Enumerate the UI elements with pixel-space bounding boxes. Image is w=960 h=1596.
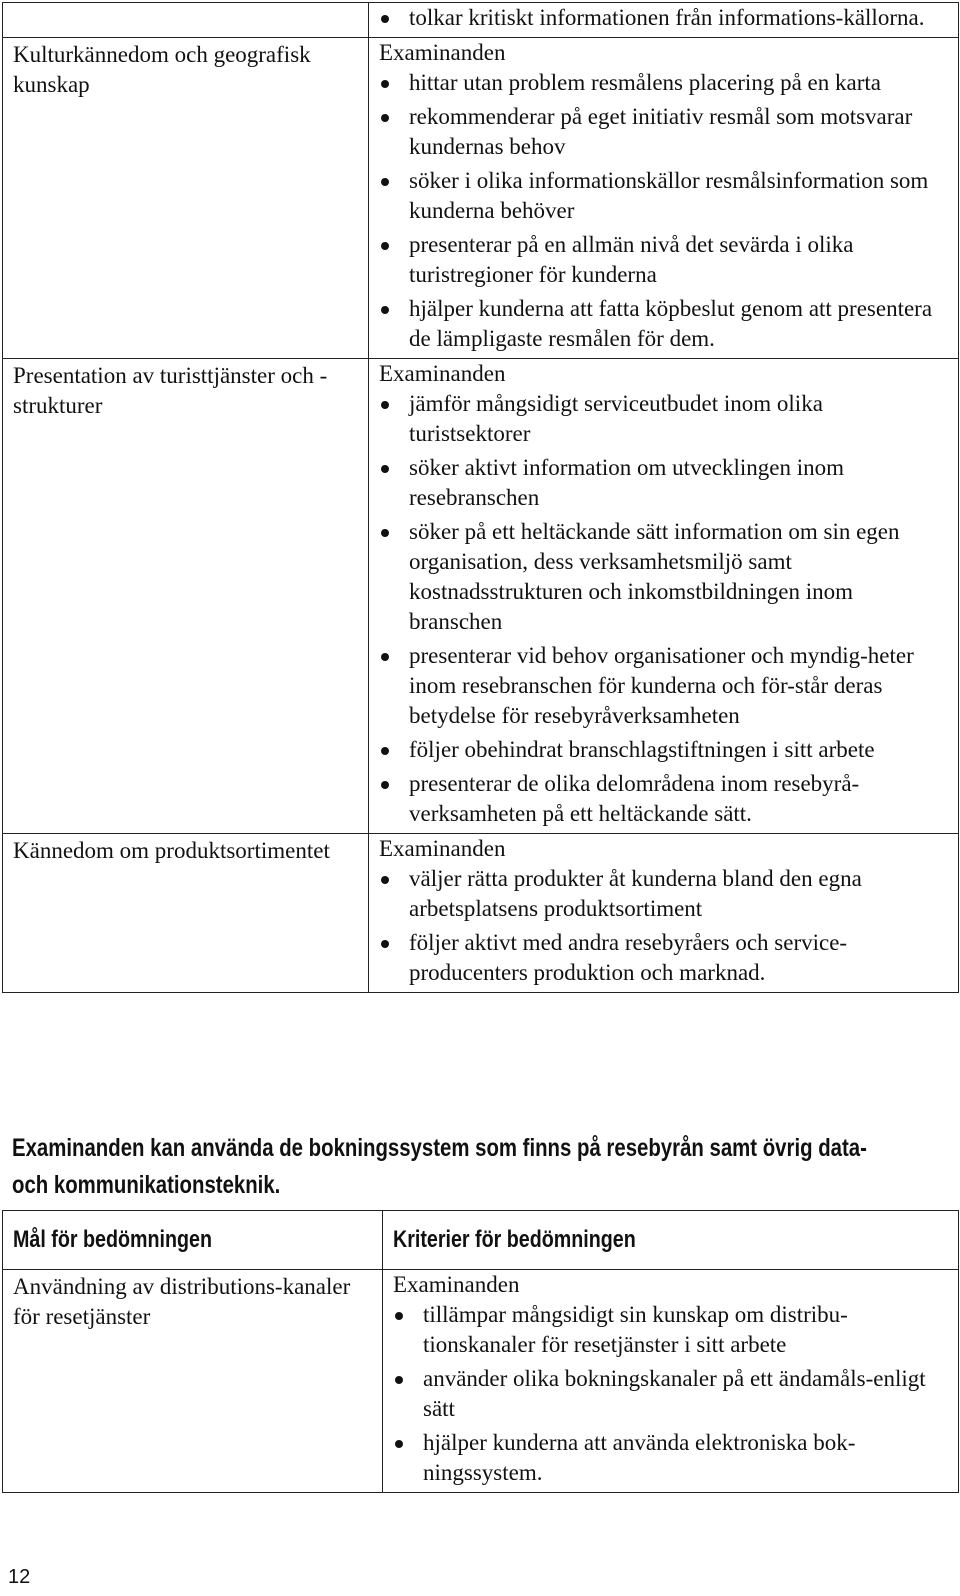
header-goal-cell	[3, 1211, 383, 1270]
criteria-list	[379, 389, 950, 829]
list-item-text: tolkar kritiskt informationen från informations-källorna.	[409, 5, 925, 30]
criteria-list	[379, 864, 950, 988]
goal-cell	[3, 1270, 383, 1493]
list-item-text: söker aktivt information om utvecklingen inom resebranschen	[409, 455, 845, 510]
table-header-row	[3, 1211, 959, 1270]
criteria-table-top	[2, 2, 959, 993]
bullet-icon	[381, 178, 389, 186]
criteria-cell	[369, 38, 959, 359]
header-criteria: Kriterier för bedömningen	[393, 1226, 636, 1253]
list-item-text: presenterar på en allmän nivå det sevärda i olika turistregioner för kunderna	[409, 232, 854, 287]
criteria-lead: Examinanden	[379, 361, 506, 386]
list-item-text: jämför mångsidigt serviceutbudet inom olika turistsektorer	[409, 391, 823, 446]
list-item	[379, 928, 950, 988]
bullet-icon	[395, 1376, 403, 1384]
goal-cell	[3, 3, 369, 38]
bullet-icon	[381, 401, 389, 409]
criteria-cell	[369, 3, 959, 38]
bullet-icon	[381, 80, 389, 88]
list-item	[379, 230, 950, 290]
goal-cell	[3, 359, 369, 834]
criteria-list	[379, 3, 950, 33]
list-item	[379, 641, 950, 731]
competence-statement-line-1: Examinanden kan använda de bokningssystem som finns på resebyrån samt övrig data-	[12, 1134, 867, 1162]
criteria-lead: Examinanden	[393, 1272, 520, 1297]
bullet-icon	[395, 1440, 403, 1448]
list-item	[379, 769, 950, 829]
criteria-list	[379, 68, 950, 354]
list-item	[379, 864, 950, 924]
bullet-icon	[381, 781, 389, 789]
bullet-icon	[395, 1312, 403, 1320]
bullet-icon	[381, 529, 389, 537]
criteria-lead: Examinanden	[379, 836, 506, 861]
list-item-text: hittar utan problem resmålens placering på en karta	[409, 70, 881, 95]
table-row	[3, 38, 959, 359]
list-item	[379, 3, 950, 33]
list-item-text: söker i olika informationskällor resmålsinformation som kunderna behöver	[409, 168, 929, 223]
competence-statement	[12, 1130, 949, 1204]
bullet-icon	[381, 306, 389, 314]
list-item	[393, 1300, 950, 1360]
list-item-text: väljer rätta produkter åt kunderna bland den egna arbetsplatsens produktsortiment	[409, 866, 862, 921]
criteria-table-top-body	[3, 3, 959, 993]
bullet-icon	[381, 747, 389, 755]
table-row	[3, 834, 959, 993]
header-goal: Mål för bedömningen	[13, 1226, 212, 1253]
list-item-text: använder olika bokningskanaler på ett ändamåls-enligt sätt	[423, 1366, 926, 1421]
goal-text	[3, 3, 368, 5]
list-item-text: rekommenderar på eget initiativ resmål som motsvarar kundernas behov	[409, 104, 913, 159]
list-item	[379, 389, 950, 449]
bullet-icon	[381, 465, 389, 473]
criteria-list	[393, 1300, 950, 1488]
list-item	[379, 735, 950, 765]
list-item-text: följer obehindrat branschlagstiftningen i sitt arbete	[409, 737, 875, 762]
list-item-text: tillämpar mångsidigt sin kunskap om distribu-tionskanaler för resetjänster i sitt arbete	[423, 1302, 848, 1357]
goal-text: Kulturkännedom och geografisk kunskap	[13, 42, 311, 97]
bullet-icon	[381, 114, 389, 122]
goal-cell	[3, 834, 369, 993]
table-row	[3, 3, 959, 38]
list-item-text: hjälper kunderna att fatta köpbeslut genom att presentera de lämpligaste resmålen för dem.	[409, 296, 933, 351]
criteria-lead: Examinanden	[379, 40, 506, 65]
bullet-icon	[381, 242, 389, 250]
page-number: 12	[8, 1566, 31, 1588]
header-criteria-cell	[383, 1211, 959, 1270]
list-item	[379, 517, 950, 637]
competence-statement-line-2: och kommunikationsteknik.	[12, 1171, 281, 1199]
list-item-text: hjälper kunderna att använda elektroniska bok-ningssystem.	[423, 1430, 856, 1485]
criteria-cell	[369, 834, 959, 993]
bullet-icon	[381, 15, 389, 23]
criteria-cell	[383, 1270, 959, 1493]
goal-text: Presentation av turisttjänster och -strukturer	[13, 363, 328, 418]
bullet-icon	[381, 876, 389, 884]
goal-cell	[3, 38, 369, 359]
list-item	[379, 68, 950, 98]
bullet-icon	[381, 940, 389, 948]
list-item-text: presenterar vid behov organisationer och myndig-heter inom resebranschen för kunderna och för-står deras betydelse för resebyråverksamheten	[409, 643, 914, 728]
list-item	[393, 1364, 950, 1424]
table-row	[3, 359, 959, 834]
list-item-text: söker på ett heltäckande sätt information om sin egen organisation, dess verksamhetsmiljö samt kostnadsstrukturen och inkomstbildningen inom branschen	[409, 519, 900, 634]
list-item-text: följer aktivt med andra resebyråers och service-producenters produktion och marknad.	[409, 930, 848, 985]
criteria-cell	[369, 359, 959, 834]
list-item	[393, 1428, 950, 1488]
bullet-icon	[381, 653, 389, 661]
list-item	[379, 294, 950, 354]
goal-text: Kännedom om produktsortimentet	[13, 838, 330, 863]
criteria-table-bottom	[2, 1210, 959, 1493]
list-item-text: presenterar de olika delområdena inom resebyrå-verksamheten på ett heltäckande sätt.	[409, 771, 860, 826]
goal-text: Användning av distributions-kanaler för resetjänster	[13, 1274, 351, 1329]
table-row	[3, 1270, 959, 1493]
list-item	[379, 102, 950, 162]
criteria-table-bottom-body	[3, 1270, 959, 1493]
list-item	[379, 166, 950, 226]
list-item	[379, 453, 950, 513]
